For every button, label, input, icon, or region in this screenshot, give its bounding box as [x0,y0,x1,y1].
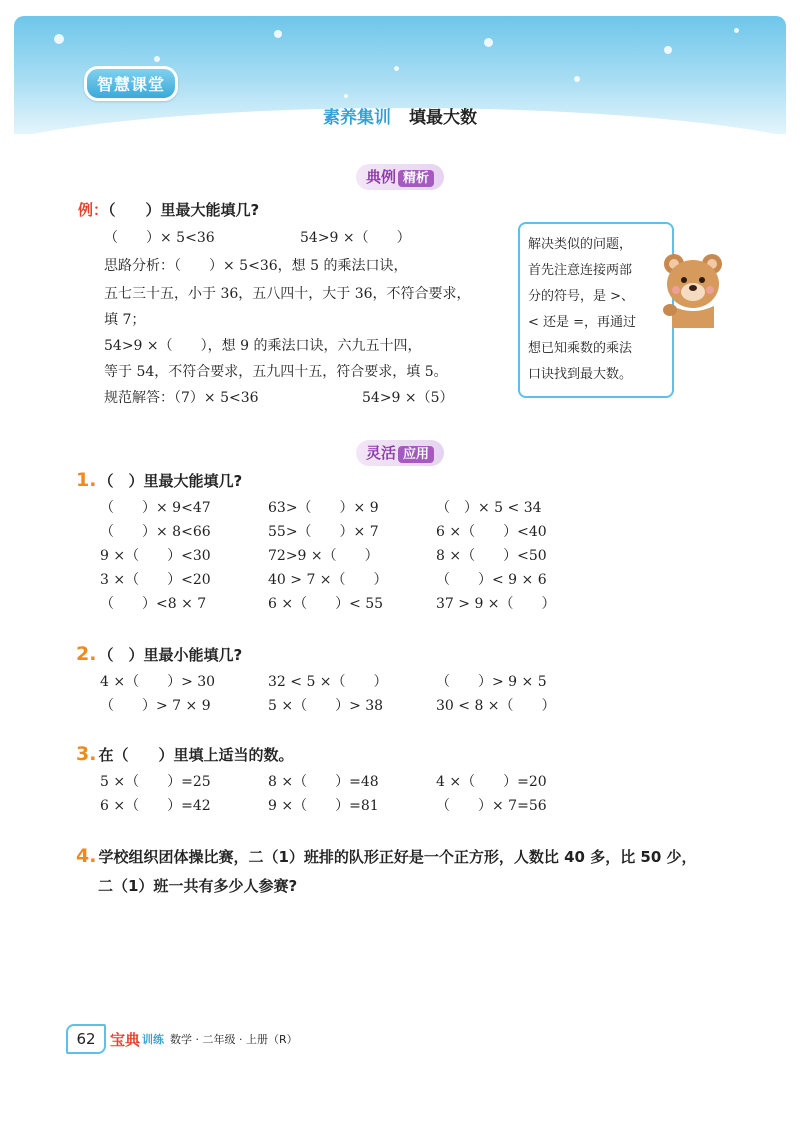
question-text: 在（ ）里填上适当的数。 [98,746,294,764]
analysis-line: 思路分析：（ ）× 5<36，想 5 的乘法口诀， [104,258,408,274]
exercise-item: 6 ×（ ）=42 [100,798,211,814]
exercise-item: 5 ×（ ）=25 [100,774,211,790]
exercise-item: 72>9 ×（ ） [268,548,379,564]
exercise-item: （ ）<8 × 7 [100,596,207,612]
analysis-line: 54>9 ×（ ），想 9 的乘法口诀，六九五十四， [104,338,422,354]
tip-line: 首先注意连接两部 [528,263,633,278]
tip-box [518,222,674,398]
answer-a: （7）× 5<36 [174,390,259,406]
question-text: （ ）里最大能填几? [98,472,243,490]
question-3-heading [76,744,293,765]
question-1-heading [76,470,242,491]
title-colored: 素养集训 [323,108,391,128]
exercise-item: 9 ×（ ）<30 [100,548,211,564]
footer-info: 数学 · 二年级 · 上册（R） [170,1033,298,1046]
example-problem-a: （ ）× 5<36 [104,230,215,246]
section-tag-example: 典例 精析 [0,164,800,190]
question-text: 学校组织团体操比赛，二（1）班排的队形正好是一个正方形，人数比 40 多，比 50 少， [98,848,697,866]
analysis-line: 等于 54，不符合要求，五九四十五，符合要求，填 5。 [104,364,448,380]
tip-line: 口诀找到最大数。 [528,367,633,382]
answer-line [104,388,259,408]
tip-line: 想已知乘数的乘法 [528,341,633,356]
question-number: 3. [76,743,97,765]
exercise-item: 8 ×（ ）<50 [436,548,547,564]
example-prompt: （ ）里最大能填几? [108,201,260,219]
exercise-item: 40 > 7 ×（ ） [268,572,388,588]
question-text: （ ）里最小能填几? [98,646,243,664]
exercise-item: （ ）< 9 × 6 [436,572,547,588]
question-number: 4. [76,845,97,867]
exercise-item: 55>（ ）× 7 [268,524,379,540]
page-footer [66,1024,298,1054]
section-tag-application: 灵活 应用 [0,440,800,466]
page-number: 62 [66,1024,106,1054]
question-number: 1. [76,469,97,491]
exercise-item: 4 ×（ ）=20 [436,774,547,790]
example-problem-b: 54>9 ×（ ） [300,230,411,246]
question-4-line-2: 二（1）班一共有多少人参赛? [98,877,298,895]
tip-line: < 还是 =，再通过 [528,315,637,330]
footer-brand: 宝典 [110,1030,141,1049]
answer-label: 规范解答： [104,390,174,406]
page-title [0,103,800,128]
analysis-line: 五七三十五，小于 36，五八四十，大于 36，不符合要求， [104,286,471,302]
exercise-item: 9 ×（ ）=81 [268,798,379,814]
brand-badge: 智慧课堂 [84,66,178,101]
title-main: 填最大数 [409,108,477,128]
exercise-item: 5 ×（ ）> 38 [268,698,384,714]
example-heading [78,200,259,220]
exercise-item: （ ）× 5 < 34 [436,500,542,516]
example-label: 例： [78,201,109,219]
bear-mascot-icon [660,250,726,330]
tip-line: 解决类似的问题， [528,237,633,252]
answer-b: 54>9 ×（5） [362,390,454,406]
tip-line: 分的符号，是 >、 [528,289,635,304]
analysis-line: 填 7； [104,312,146,328]
footer-brand-sub: 训练 [142,1033,165,1046]
question-number: 2. [76,643,97,665]
exercise-item: 32 < 5 ×（ ） [268,674,388,690]
question-2-heading [76,644,242,665]
exercise-item: （ ）× 7=56 [436,798,547,814]
exercise-item: 8 ×（ ）=48 [268,774,379,790]
question-4-heading [76,846,697,867]
exercise-item: 6 ×（ ）< 55 [268,596,384,612]
exercise-item: 63>（ ）× 9 [268,500,379,516]
exercise-item: 30 < 8 ×（ ） [436,698,556,714]
exercise-item: 37 > 9 ×（ ） [436,596,556,612]
exercise-item: 6 ×（ ）<40 [436,524,547,540]
exercise-item: 3 ×（ ）<20 [100,572,211,588]
exercise-item: （ ）> 7 × 9 [100,698,211,714]
exercise-item: （ ）> 9 × 5 [436,674,547,690]
exercise-item: （ ）× 8<66 [100,524,211,540]
exercise-item: 4 ×（ ）> 30 [100,674,216,690]
exercise-item: （ ）× 9<47 [100,500,211,516]
